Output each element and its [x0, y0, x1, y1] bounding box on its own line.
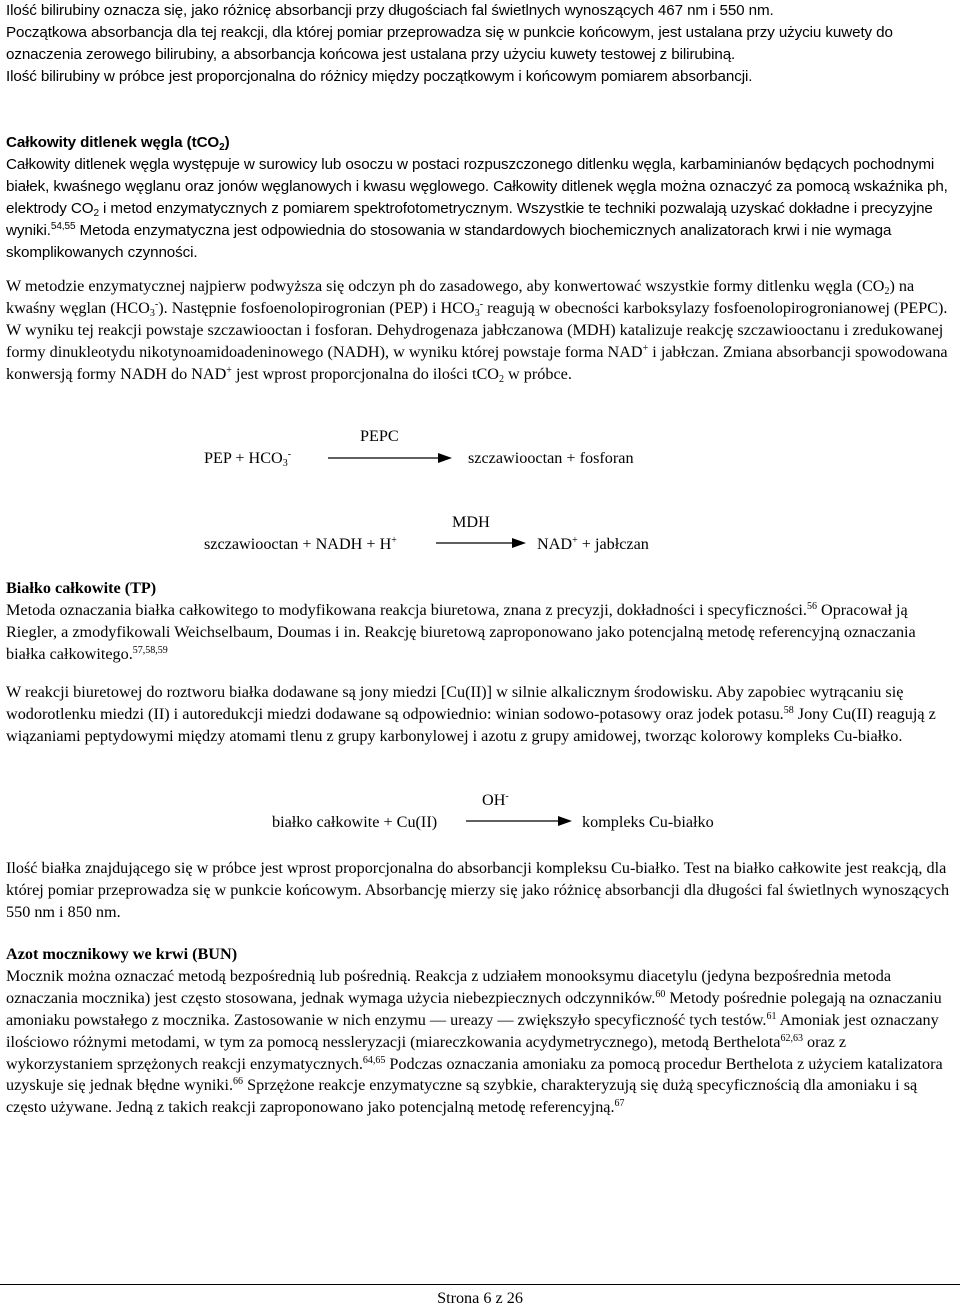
- tp-paragraph-3: Ilość białka znajdującego się w próbce jest wprost proporcjonalna do absorbancji kompleksu Cu-białko. Test na białko całkowite jest reakcją, dla której pomiar przeprowadza się w punkcie końcowym. Absorbancję mierzy się jako różnicę absorbancji dla długości fal świetlnych wynoszących 550 nm i 850 nm.: [6, 859, 950, 921]
- eq3-left: białko całkowite + Cu(II): [272, 813, 438, 831]
- eq2-enzyme: MDH: [452, 513, 490, 531]
- intro-line-3: Ilość bilirubiny w próbce jest proporcjonalna do różnicy między początkowym i końcowym pomiarem absorbancji.: [6, 67, 753, 85]
- tco2-paragraph-2: W metodzie enzymatycznej najpierw podwyższa się odczyn ph do zasadowego, aby konwertować wszystkie formy ditlenku węgla $(CO_2)$ na kwaśny węglan $(HCO_3^-)$. Następnie fosfoenolopirogronian (PEP) i $HCO_3^-$ reagują w obecności karboksylazy fosfoenolopirogronianowej (PEPC). W wyniku tej reakcji powstaje szczawiooctan i fosforan. Dehydrogenaza jabłczanowa (MDH) katalizuje reakcję szczawiooctanu i zredukowanej formy dinukleotydu nikotynoamidoadeninowego (NADH), w wyniku której powstaje forma NAD+ i jabłczan. Zmiana absorbancji spowodowana konwersją formy NADH do NAD+ jest wprost proporcjonalna do ilości tCO$_2$ w próbce.: [6, 277, 948, 385]
- eq3-arrow-icon: [466, 814, 572, 828]
- eq3-right: kompleks Cu-białko: [582, 813, 714, 831]
- eq2-right: NAD+ + jabłczan: [537, 535, 649, 553]
- eq3-catalyst: OH-: [482, 791, 509, 809]
- tp-paragraph-1: Metoda oznaczania białka całkowitego to modyfikowana reakcja biuretowa, znana z precyzji, dokładności i specyficzności.$^{56}$ Opracował ją Riegler, a zmodyfikowali Weichselbaum, Doumas i in. Reakcję biuretową zaproponowano jako potencjalną metodę referencyjną oznaczania białka całkowitego.$^{57,58,59}$: [6, 600, 916, 663]
- eq1-arrow-icon: [328, 451, 452, 465]
- eq2-arrow-icon: [436, 536, 526, 550]
- tco2-heading: Całkowity ditlenek węgla (tCO$_2$): [6, 134, 230, 153]
- eq1-right: szczawiooctan + fosforan: [468, 449, 634, 467]
- footer-divider: [0, 1284, 960, 1285]
- bun-section: [6, 944, 954, 1119]
- intro-line-1: Ilość bilirubiny oznacza się, jako różnicę absorbancji przy długościach fal świetlnych wynoszących 467 nm i 550 nm.: [6, 2, 774, 19]
- tp-heading: Białko całkowite (TP): [6, 579, 157, 597]
- tp-paragraph-2: W reakcji biuretowej do roztworu białka dodawane są jony miedzi [Cu(II)] w silnie alkalicznym środowisku. Aby zapobiec wytrącaniu się wodorotlenku miedzi (II) i autoredukcji miedzi dodawane są odpowiednio: winian sodowo-potasowy oraz jodek potasu.$^{58}$ Jony Cu(II) reagują z wiązaniami peptydowymi między atomami tlenu z grupy karbonylowej i azotu z grupy amidowej, tworząc kolorowy kompleks Cu-białko.: [6, 683, 936, 745]
- bun-heading: Azot mocznikowy we krwi (BUN): [6, 945, 238, 963]
- tco2-section: [6, 132, 954, 263]
- bun-paragraph: Mocznik można oznaczać metodą bezpośrednią lub pośrednią. Reakcja z udziałem monooksymu diacetylu (jedyna bezpośrednia metoda oznaczania mocznika) jest często stosowana, jednak wymaga użycia niebezpiecznych odczynników.$^{60}$ Metody pośrednie polegają na oznaczaniu amoniaku powstałego z mocznika. Zastosowanie w nich enzymu — ureazy — zwiększyło specyficzność tych testów.$^{61}$ Amoniak jest oznaczany ilościowo różnymi metodami, w tym za pomocą nessleryzacji (miareczkowania acydymetrycznego), metodą Berthelota$^{62,63}$ oraz z wykorzystaniem sprzężonych reakcji enzymatycznych.$^{64,65}$ Podczas oznaczania amoniaku za pomocą procedur Berthelota z użyciem katalizatora uzyskuje się jednak błędne wyniki.$^{66}$ Sprzężone reakcje enzymatyczne są szybkie, charakteryzują się dużą specyficznością dla amoniaku i są często używane. Jedną z takich reakcji zaproponowano jako potencjalną metodę referencyjną.$^{67}$: [6, 966, 943, 1117]
- bilirubin-intro: [6, 0, 954, 88]
- tco2-paragraph-1: Całkowity ditlenek węgla występuje w surowicy lub osoczu w postaci rozpuszczonego ditlenku węgla, karbaminianów będących pochodnymi białek, kwaśnego węglanu oraz jonów węglanowych i kwasu węglowego. Całkowity ditlenek węgla można oznaczyć za pomocą wskaźnika ph, elektrody $CO_2$ i metod enzymatycznych z pomiarem spektrofotometrycznym. Wszystkie te techniki pozwalają uzyskać dokładne i precyzyjne wyniki.$^{54,55}$ Metoda enzymatyczna jest odpowiednia do stosowania w standardowych biochemicznych analizatorach krwi i nie wymaga skomplikowanych czynności.: [6, 155, 948, 261]
- tp-section: [6, 578, 954, 666]
- page-number: Strona 6 z 26: [437, 1289, 523, 1307]
- eq1-enzyme: PEPC: [360, 427, 399, 445]
- intro-line-2: Początkowa absorbancja dla tej reakcji, dla której pomiar przeprowadza się w punkcie końcowym, jest ustalana przy użyciu kuwety do oznaczenia zerowego bilirubiny, a absorbancja końcowa jest ustalana przy użyciu kuwety testowej z bilirubiną.: [6, 23, 893, 63]
- eq2-left: szczawiooctan + NADH + H+: [204, 535, 397, 553]
- eq1-left: PEP + $HCO_3^-$: [204, 449, 292, 469]
